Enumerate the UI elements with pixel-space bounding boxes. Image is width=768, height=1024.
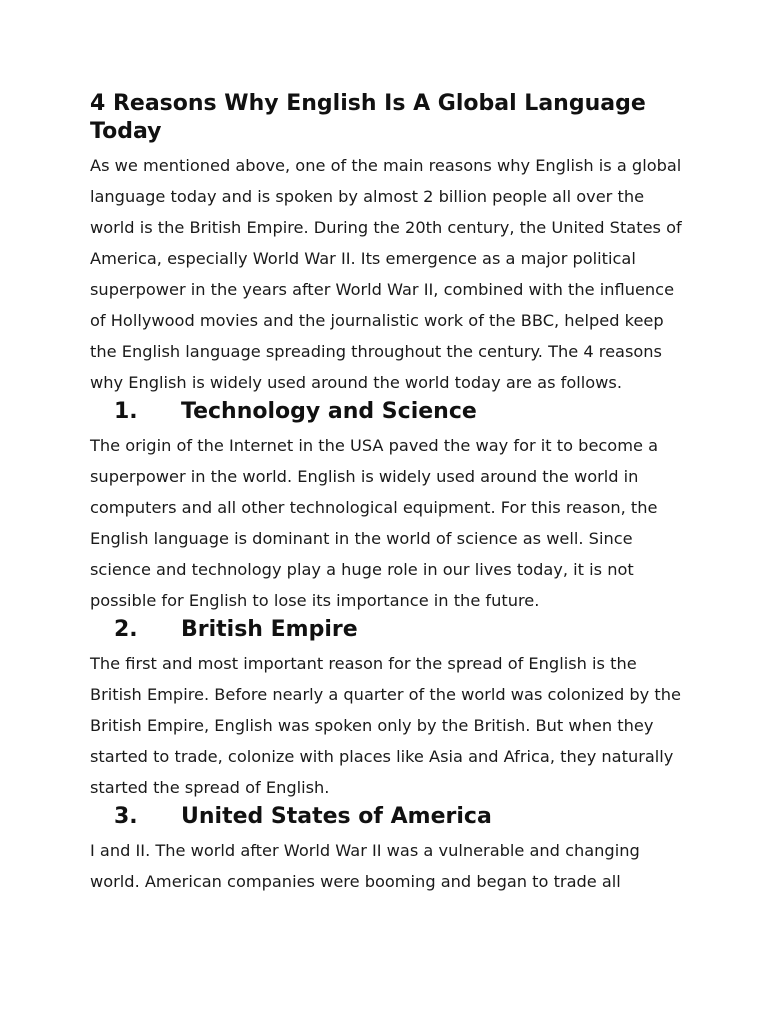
section-body-british-empire: The first and most important reason for the spread of English is the British Empire. Before nearly a quarter of the world was colonized by the British Empire, English was spoken only by the British. But when they started to trade, colonize with places like Asia and Africa, they naturally started the spread of English. [90,654,681,797]
section-body-usa: I and II. The world after World War II was a vulnerable and changing world. American companies were booming and began to trade all [90,841,640,891]
section-body-technology: The origin of the Internet in the USA paved the way for it to become a superpower in the world. English is widely used around the world in computers and all other technological equipment. For this reason, the English language is dominant in the world of science as well. Since science and technology play a huge role in our lives today, it is not possible for English to lose its importance in the future. [90,436,658,610]
section-heading-technology [90,398,690,426]
intro-paragraph: As we mentioned above, one of the main reasons why English is a global language today and is spoken by almost 2 billion people all over the world is the British Empire. During the 20th century, the United States of America, especially World War II. Its emergence as a major political superpower in the years after World War II, combined with the influence of Hollywood movies and the journalistic work of the BBC, helped keep the English language spreading throughout the century. The 4 reasons why English is widely used around the world today are as follows. [90,156,682,392]
section-number: 2. [114,617,138,642]
section-title: British Empire [181,617,358,642]
section-number: 3. [114,804,138,829]
section-heading-british-empire [90,616,690,644]
section-title: Technology and Science [181,399,477,424]
section-number: 1. [114,399,138,424]
document-page [90,90,690,897]
section-heading-usa [90,803,690,831]
document-title: 4 Reasons Why English Is A Global Language Today [90,91,646,144]
section-title: United States of America [181,804,492,829]
